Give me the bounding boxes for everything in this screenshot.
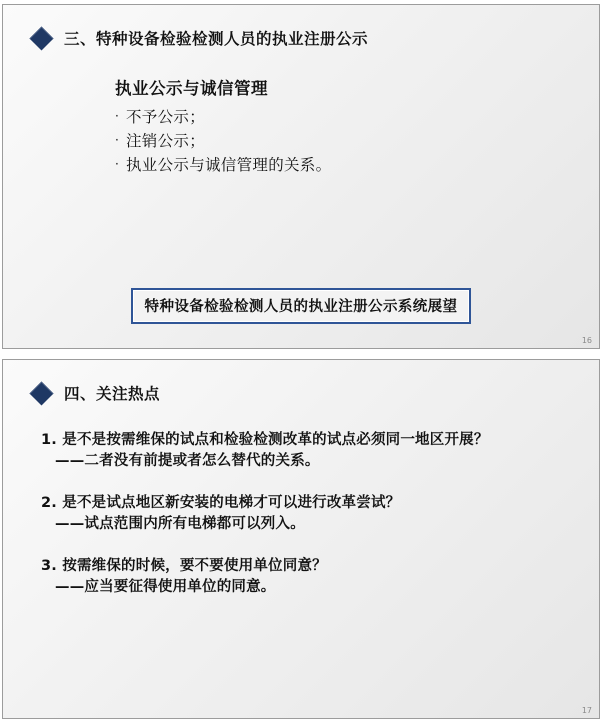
bullet-dot-icon: · — [115, 157, 120, 172]
slide-registration-disclosure[interactable] — [2, 4, 600, 349]
diamond-bullet-icon — [29, 381, 53, 405]
list-item-label: 不予公示； — [126, 108, 206, 126]
slide-1-bullet-list — [115, 105, 599, 177]
highlight-banner: 特种设备检验检测人员的执业注册公示系统展望 — [131, 288, 472, 324]
qa-answer: ——试点范围内所有电梯都可以列入。 — [55, 516, 305, 533]
list-item — [115, 129, 599, 153]
qa-item — [41, 556, 573, 598]
slide-2-body — [3, 404, 599, 598]
slide-2-header — [3, 360, 599, 404]
slide-1-title: 三、特种设备检验检测人员的执业注册公示 — [64, 30, 369, 48]
slide-1-body — [3, 49, 599, 177]
qa-question: 3. 按需维保的时候，要不要使用单位同意？ — [41, 558, 327, 575]
list-item-label: 注销公示； — [126, 132, 206, 151]
diamond-bullet-icon — [29, 26, 53, 50]
qa-item — [41, 430, 573, 472]
qa-answer: ——二者没有前提或者怎么替代的关系。 — [55, 453, 320, 470]
slide-hot-topics[interactable] — [2, 359, 600, 719]
qa-answer: ——应当要征得使用单位的同意。 — [55, 579, 276, 596]
list-item — [115, 105, 599, 129]
qa-question: 1. 是不是按需维保的试点和检验检测改革的试点必须同一地区开展？ — [41, 432, 489, 448]
list-item-label: 执业公示与诚信管理的关系。 — [126, 156, 332, 175]
list-item — [115, 153, 599, 177]
bullet-dot-icon: · — [115, 109, 120, 123]
slide-2-title: 四、关注热点 — [64, 385, 161, 403]
slide-1-page-number: 16 — [581, 336, 592, 345]
qa-question: 2. 是不是试点地区新安装的电梯才可以进行改革尝试？ — [41, 495, 401, 512]
bullet-dot-icon: · — [115, 133, 120, 148]
qa-item — [41, 493, 573, 535]
slide-2-page-number: 17 — [581, 706, 592, 715]
slide-1-banner-wrap — [3, 288, 599, 324]
slide-1-header — [3, 5, 599, 49]
slide-1-subtitle: 执业公示与诚信管理 — [115, 79, 268, 98]
